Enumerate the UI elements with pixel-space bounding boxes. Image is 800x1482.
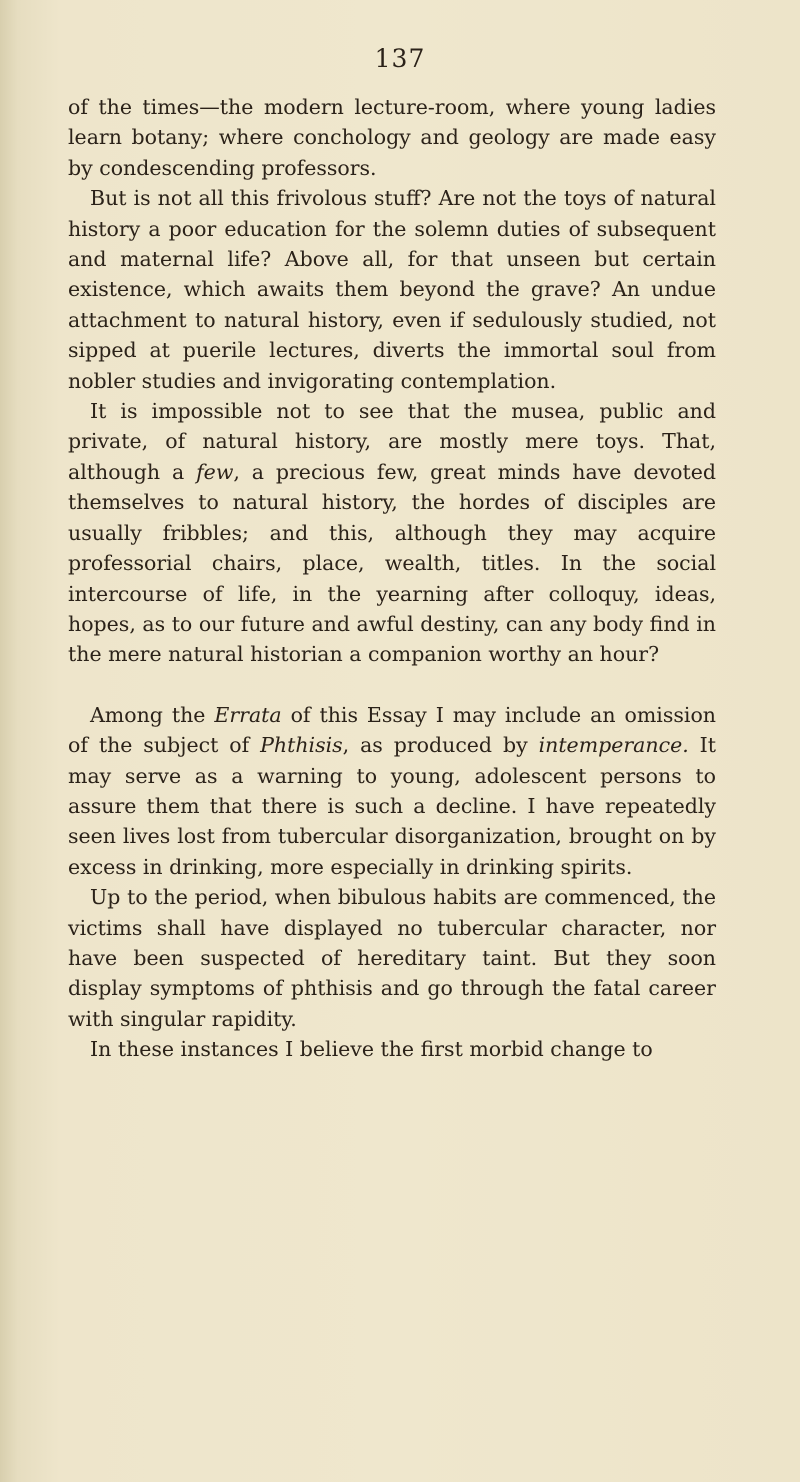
paragraph-5 <box>68 882 716 1034</box>
italic-text: Phthisis <box>260 733 343 758</box>
paragraph-4 <box>68 700 716 882</box>
paragraph-1 <box>68 92 716 183</box>
page-number: 137 <box>374 44 426 73</box>
text-run: It is impossible not to see that the musea, public and private, of natural history, are mostly mere toys. That, although a <box>68 399 716 484</box>
text-run: , a precious few, great minds have devoted themselves to natural history, the hordes of disciples are usually fribbles; and this, although they may acquire professorial chairs, place, wealth, titles. In the social intercourse of life, in the yearning after colloquy, ideas, hopes, as to our future and awful destiny, can any body find in the mere natural historian a companion worthy an hour? <box>68 459 716 667</box>
text-run: of this Essay I may include an omission of the subject of <box>68 702 716 758</box>
italic-text: few <box>196 459 234 484</box>
text-run: But is not all this frivolous stuff? Are not the toys of natural history a poor education for the solemn duties of subsequent and maternal life? Above all, for that unseen but certain existence, which awaits them beyond the grave? An undue attachment to natural history, even if sedulously studied, not sipped at puerile lectures, diverts the immortal soul from nobler studies and invigorating contemplation. <box>68 186 716 393</box>
body-text <box>68 92 716 1065</box>
italic-text: Errata <box>214 702 282 727</box>
italic-text: intemperance. <box>538 733 689 758</box>
text-run: Up to the period, when bibulous habits are commenced, the victims shall have displayed no tubercular character, nor have been suspected of hereditary taint. But they soon display symptoms of phthisis and go through the fatal career with singular rapidity. <box>68 885 716 1031</box>
text-run: Among the <box>90 702 215 727</box>
section-break <box>68 670 716 700</box>
text-run: of the times—the modern lecture-room, where young ladies learn botany; where conchology and geology are made easy by condescending professors. <box>68 95 716 180</box>
text-run: In these instances I believe the first morbid change to <box>90 1037 653 1062</box>
paragraph-2 <box>68 183 716 396</box>
text-run: , as produced by <box>342 733 539 758</box>
paragraph-6 <box>68 1034 716 1064</box>
paragraph-3 <box>68 396 716 670</box>
text-run: It may serve as a warning to young, adolescent persons to assure them that there is such a decline. I have repeatedly seen lives lost from tubercular disorganization, brought on by excess in drinking, more especially in drinking spirits. <box>68 733 716 879</box>
